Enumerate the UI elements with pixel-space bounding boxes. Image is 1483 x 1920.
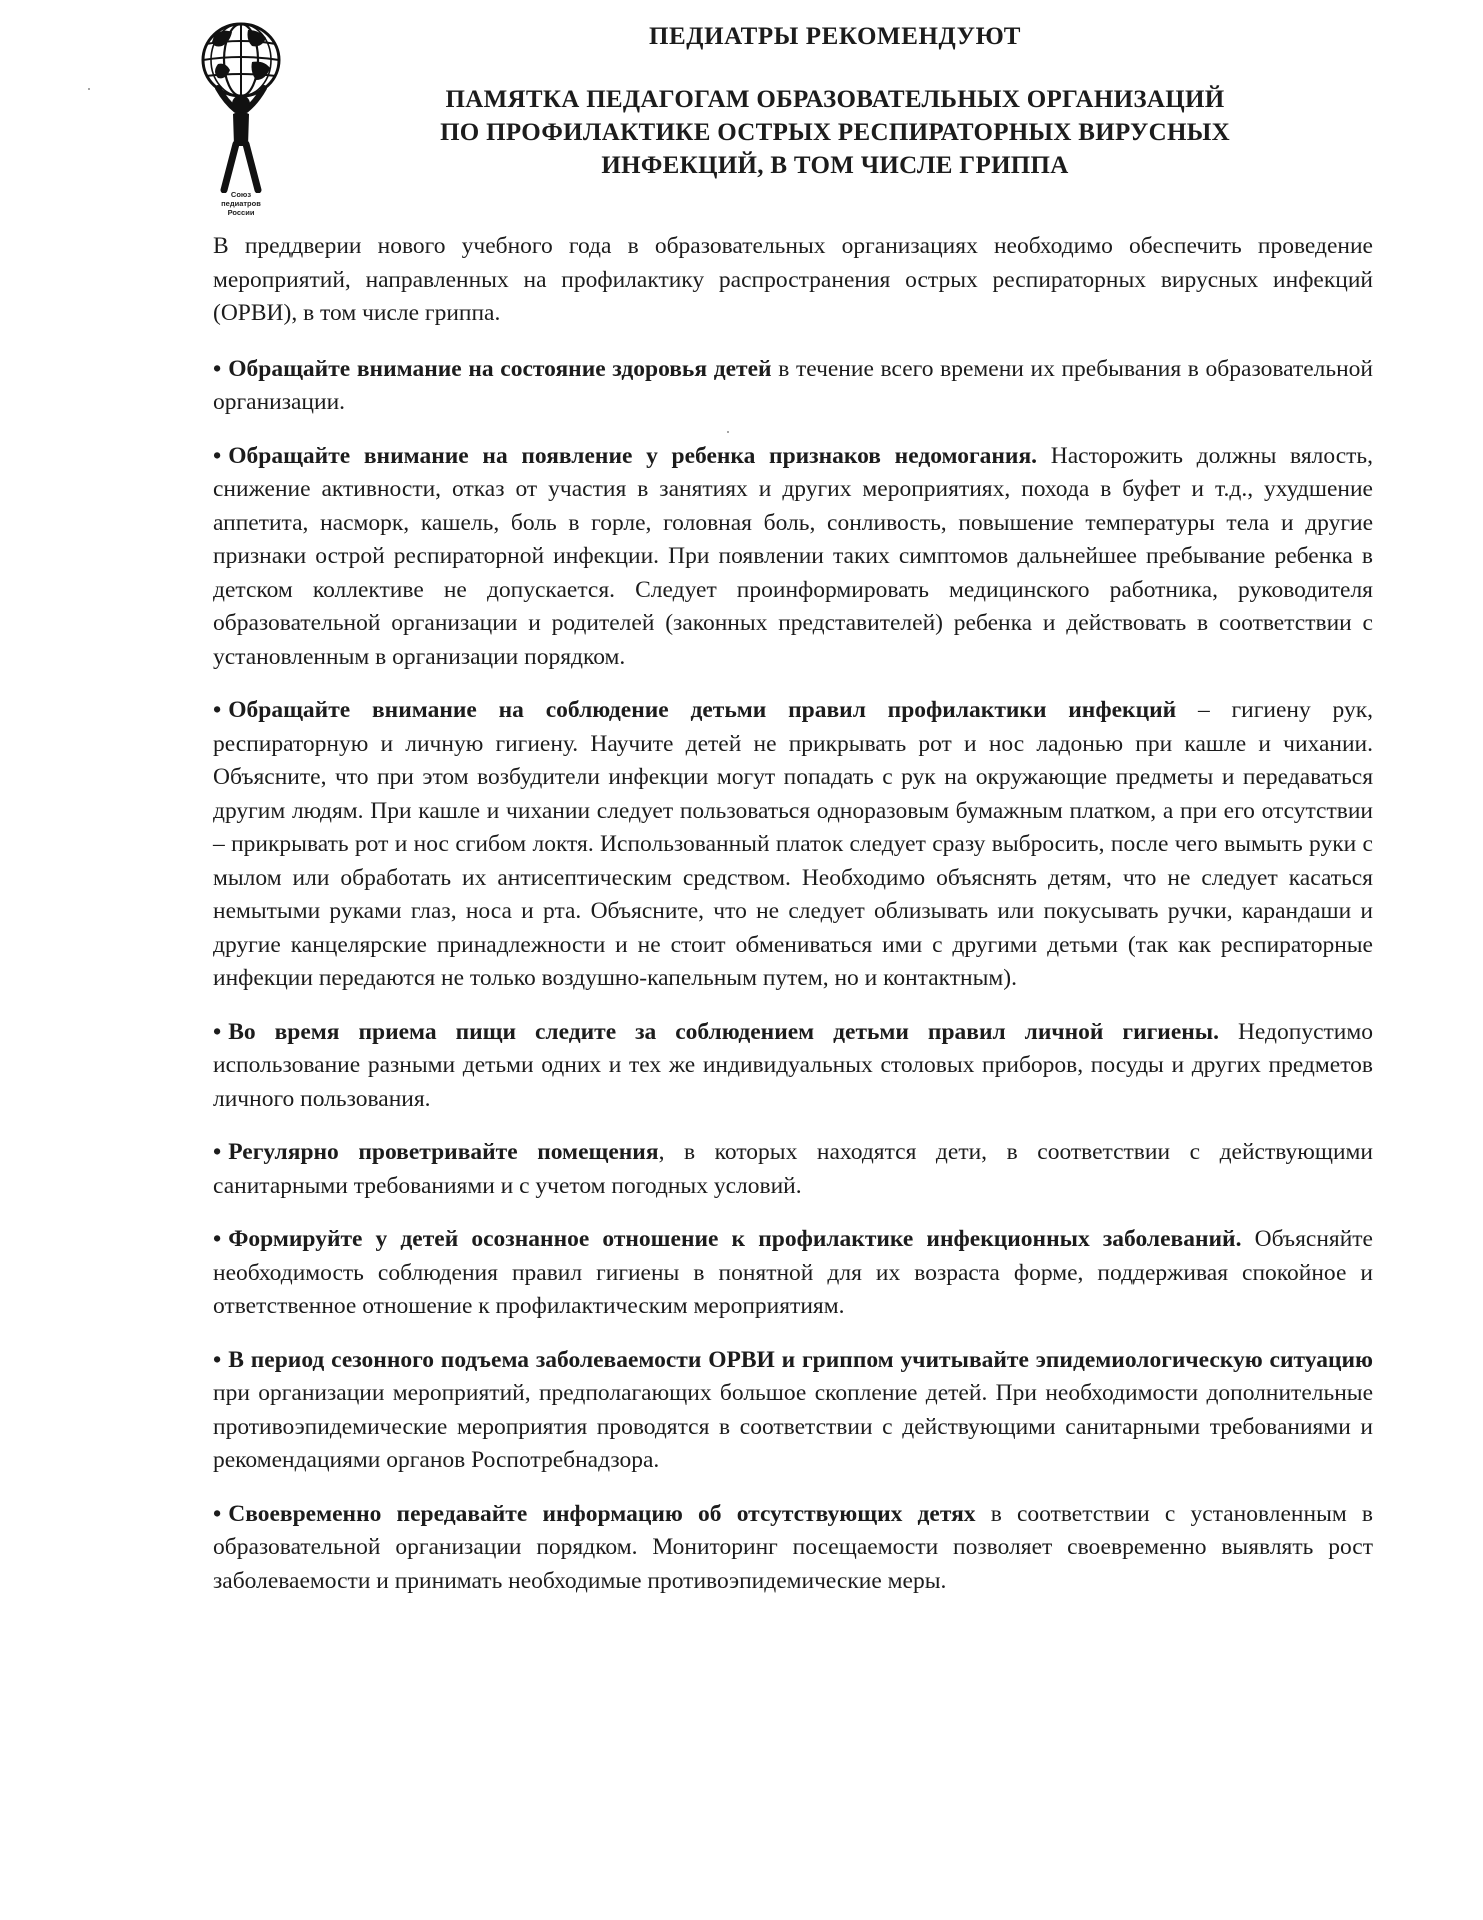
recommendation-text: Насторожить должны вялость, снижение активности, отказ от участия в занятиях и других мероприятиях, похода в буфет и т.д., ухудшение аппетита, насморк, кашель, боль в горле, головная боль, сонливость, повышение температуры тела и другие признаки острой респираторной инфекции. При появлении таких симптомов дальнейшее пребывание ребенка в детском коллективе не допускается. Следует проинформировать медицинского работника, руководителя образовательной организации и родителей (законных представителей) ребенка и действовать в соответствии с установленным в организации порядком. — [213, 442, 1374, 670]
bullet-icon: • — [213, 442, 222, 469]
recommendation-text: при организации мероприятий, предполагающих большое скопление детей. При необходимости дополнительные противоэпидемические мероприятия проводятся в соответствии с действующими санитарными требованиями и рекомендациями органов Роспотребнадзора. — [213, 1380, 1373, 1473]
scan-speck — [727, 431, 729, 433]
document-title — [330, 83, 1340, 182]
bullet-icon: • — [213, 355, 222, 382]
recommendation-item — [213, 1223, 1373, 1324]
bullet-icon: • — [213, 1226, 222, 1252]
recommendation-heading: Во время приема пищи следите за соблюдением детьми правил личной гигиены. — [228, 1018, 1220, 1045]
bullet-icon: • — [213, 697, 222, 723]
document-header — [330, 22, 1340, 182]
bullet-icon: • — [213, 1018, 222, 1045]
recommendation-text: – гигиену рук, респираторную и личную гигиену. Научите детей не прикрывать рот и нос ладонью при кашле и чихании. Объясните, что при этом возбудители инфекции могут попадать с рук на окружающие предметы и передаваться другим людям. При кашле и чихании следует пользоваться одноразовым бумажным платком, а при его отсутствии – прикрывать рот и нос сгибом локтя. Использованный платок следует сразу выбросить, после чего вымыть руки с мылом или обработать их антисептическим средством. Необходимо объяснять детям, что не следует касаться немытыми руками глаз, носа и рта. Объясните, что не следует облизывать или покусывать ручки, карандаши и другие канцелярские принадлежности и не стоит обмениваться ими с другими детьми (так как респираторные инфекции передаются не только воздушно-капельным путем, но и контактным). — [213, 697, 1373, 991]
document-body — [213, 230, 1373, 1618]
logo-caption-line: педиатров — [221, 199, 261, 208]
recommendation-heading: Формируйте у детей осознанное отношение к профилактике инфекционных заболеваний. — [228, 1226, 1242, 1252]
bullet-icon: • — [213, 1139, 222, 1165]
globe-with-figure-icon — [196, 18, 286, 193]
document-title-line: ИНФЕКЦИЙ, В ТОМ ЧИСЛЕ ГРИППА — [601, 152, 1069, 179]
bullet-icon: • — [213, 1500, 222, 1527]
bullet-icon: • — [213, 1346, 222, 1373]
union-of-pediatricians-logo — [196, 18, 286, 218]
recommendation-text: в соответствии с установленным в образовательной организации порядком. Мониторинг посещаемости позволяет своевременно выявлять рост заболеваемости и принимать необходимые противоэпидемические меры. — [213, 1500, 1373, 1594]
logo-caption-line: России — [227, 208, 255, 217]
recommendation-heading: Своевременно передавайте информацию об отсутствующих детях — [228, 1500, 976, 1527]
recommendation-heading: Регулярно проветривайте помещения — [228, 1139, 659, 1165]
recommendation-item — [213, 1498, 1373, 1599]
recommendation-item — [213, 1136, 1373, 1203]
recommendation-heading: В период сезонного подъема заболеваемости ОРВИ и гриппом учитывайте эпидемиологическую ситуацию — [228, 1346, 1373, 1373]
document-title-line: ПАМЯТКА ПЕДАГОГАМ ОБРАЗОВАТЕЛЬНЫХ ОРГАНИЗАЦИЙ — [445, 86, 1225, 113]
recommendation-text: Недопустимо использование разными детьми одних и тех же индивидуальных столовых приборов, посуды и других предметов личного пользования. — [213, 1018, 1373, 1112]
recommendation-item — [213, 353, 1373, 420]
intro-paragraph: В преддверии нового учебного года в образовательных организациях необходимо обеспечить проведение мероприятий, направленных на профилактику распространения острых респираторных вирусных инфекций (ОРВИ), в том числе гриппа. — [213, 233, 1373, 326]
recommendation-text: , в которых находятся дети, в соответствии с действующими санитарными требованиями и с учетом погодных условий. — [213, 1139, 1373, 1199]
header-top-heading: ПЕДИАТРЫ РЕКОМЕНДУЮТ — [648, 23, 1022, 50]
recommendation-item — [213, 1344, 1373, 1478]
recommendation-text: Объясняйте необходимость соблюдения правил гигиены в понятной для их возраста форме, поддерживая спокойное и ответственное отношение к профилактическим мероприятиям. — [213, 1226, 1373, 1319]
scan-speck — [88, 88, 90, 90]
recommendation-heading: Обращайте внимание на появление у ребенка признаков недомогания. — [228, 442, 1038, 469]
recommendation-heading: Обращайте внимание на состояние здоровья детей — [228, 355, 772, 382]
recommendation-heading: Обращайте внимание на соблюдение детьми правил профилактики инфекций — [228, 697, 1177, 723]
recommendation-item — [213, 440, 1373, 675]
recommendation-item — [213, 694, 1373, 996]
logo-caption — [203, 190, 279, 217]
document-title-line: ПО ПРОФИЛАКТИКЕ ОСТРЫХ РЕСПИРАТОРНЫХ ВИРУСНЫХ — [440, 119, 1230, 146]
logo-caption-line: Союз — [230, 190, 252, 199]
recommendation-item — [213, 1016, 1373, 1117]
recommendation-text: в течение всего времени их пребывания в образовательной организации. — [213, 355, 1373, 415]
